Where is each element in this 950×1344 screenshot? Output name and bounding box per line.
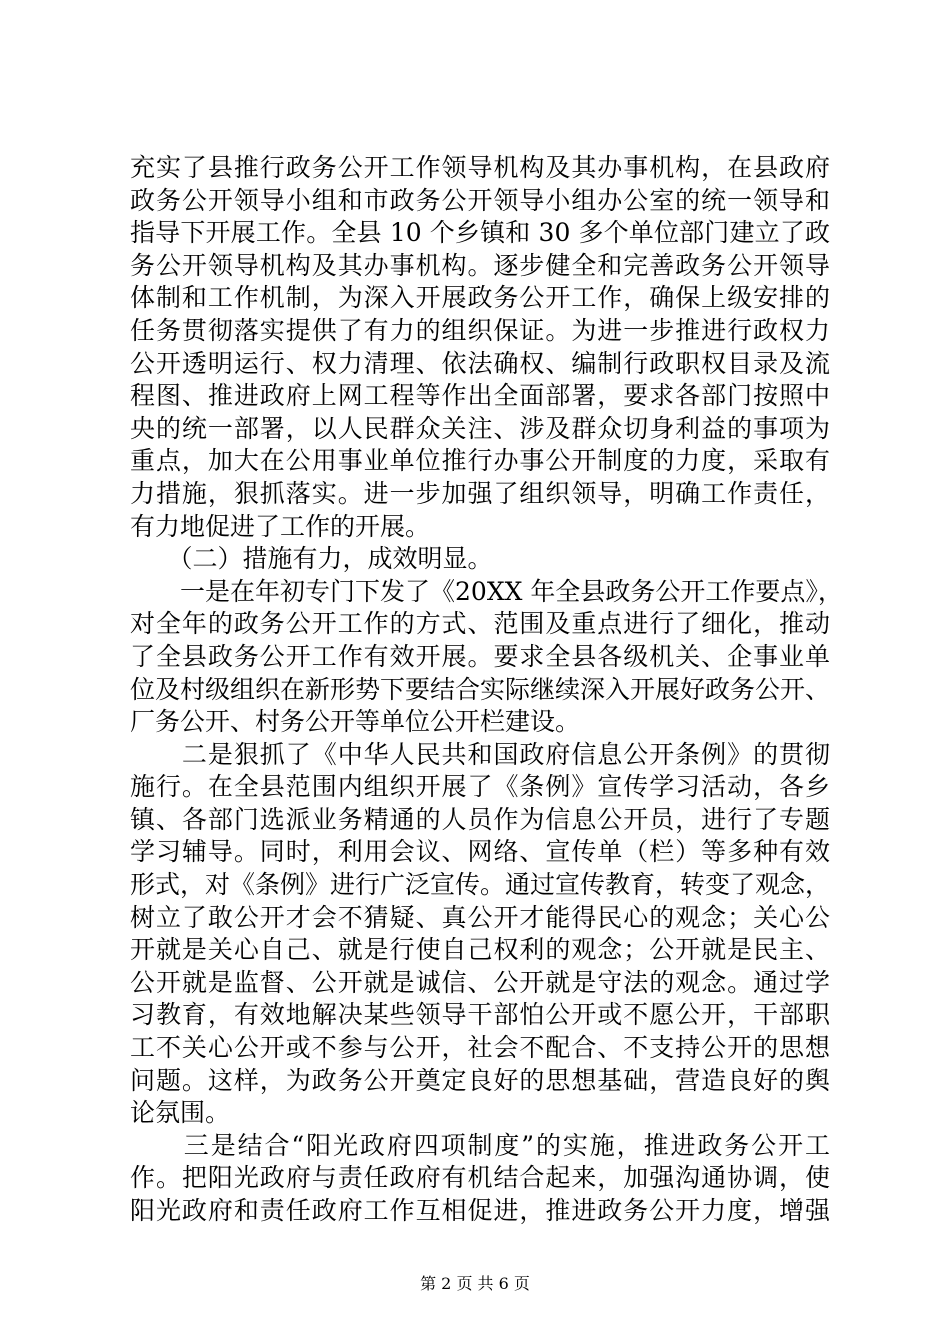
text-line: 了全县政务公开工作有效开展。要求全县各级机关、企事业单 xyxy=(130,641,830,671)
text-line: 重点，加大在公用事业单位推行办事公开制度的力度，采取有 xyxy=(130,446,830,476)
text-line: 作。把阳光政府与责任政府有机结合起来，加强沟通协调，使 xyxy=(130,1163,830,1193)
page-footer: 第 2 页 共 6 页 xyxy=(420,1274,530,1293)
text-line: 力措施，狠抓落实。进一步加强了组织领导，明确工作责任， xyxy=(130,478,830,508)
text-line: 公开透明运行、权力清理、依法确权、编制行政职权目录及流 xyxy=(130,348,830,378)
text-line: 阳光政府和责任政府工作互相促进，推进政务公开力度，增强 xyxy=(130,1196,830,1225)
text-line: （二）措施有力，成效明显。 xyxy=(130,544,493,574)
text-line: 学习辅导。同时，利用会议、网络、宣传单（栏）等多种有效 xyxy=(130,837,830,867)
text-line: 有力地促进了工作的开展。 xyxy=(130,511,431,541)
text-line: 务公开领导机构及其办事机构。逐步健全和完善政务公开领导 xyxy=(130,250,830,280)
text-line: 一是在年初专门下发了《20XX 年全县政务公开工作要点》， xyxy=(130,576,843,606)
text-line: 政务公开领导小组和市政务公开领导小组办公室的统一领导和 xyxy=(130,185,830,215)
text-line: 公开就是监督、公开就是诚信、公开就是守法的观念。通过学 xyxy=(130,967,830,997)
text-line: 论氛围。 xyxy=(130,1098,231,1128)
text-line: 形式，对《条例》进行广泛宣传。通过宣传教育，转变了观念， xyxy=(130,870,831,900)
text-line: 指导下开展工作。全县 10 个乡镇和 30 多个单位部门建立了政 xyxy=(130,218,830,248)
text-line: 程图、推进政府上网工程等作出全面部署，要求各部门按照中 xyxy=(130,381,830,411)
text-line: 体制和工作机制，为深入开展政务公开工作，确保上级安排的 xyxy=(130,283,830,313)
text-line: 工不关心公开或不参与公开，社会不配合、不支持公开的思想 xyxy=(130,1033,830,1063)
text-line: 对全年的政务公开工作的方式、范围及重点进行了细化，推动 xyxy=(130,609,830,639)
text-line: 问题。这样，为政务公开奠定良好的思想基础，营造良好的舆 xyxy=(130,1065,830,1095)
text-line: 充实了县推行政务公开工作领导机构及其办事机构，在县政府 xyxy=(130,153,830,182)
text-line: 施行。在全县范围内组织开展了《条例》宣传学习活动，各乡 xyxy=(130,772,830,802)
text-line: 三是结合“阳光政府四项制度”的实施，推进政务公开工 xyxy=(130,1130,830,1160)
document-body xyxy=(130,152,843,1228)
text-line: 厂务公开、村务公开等单位公开栏建设。 xyxy=(130,707,581,737)
text-line: 位及村级组织在新形势下要结合实际继续深入开展好政务公开、 xyxy=(130,674,831,704)
text-line: 任务贯彻落实提供了有力的组织保证。为进一步推进行政权力 xyxy=(130,315,830,345)
text-line: 树立了敢公开才会不猜疑、真公开才能得民心的观念；关心公 xyxy=(130,902,830,932)
text-line: 二是狠抓了《中华人民共和国政府信息公开条例》的贯彻 xyxy=(130,739,830,769)
text-line: 央的统一部署，以人民群众关注、涉及群众切身利益的事项为 xyxy=(130,413,830,443)
text-line: 习教育，有效地解决某些领导干部怕公开或不愿公开，干部职 xyxy=(130,1000,830,1030)
text-line: 镇、各部门选派业务精通的人员作为信息公开员，进行了专题 xyxy=(130,804,830,834)
text-line: 开就是关心自己、就是行使自己权利的观念；公开就是民主、 xyxy=(130,935,830,965)
